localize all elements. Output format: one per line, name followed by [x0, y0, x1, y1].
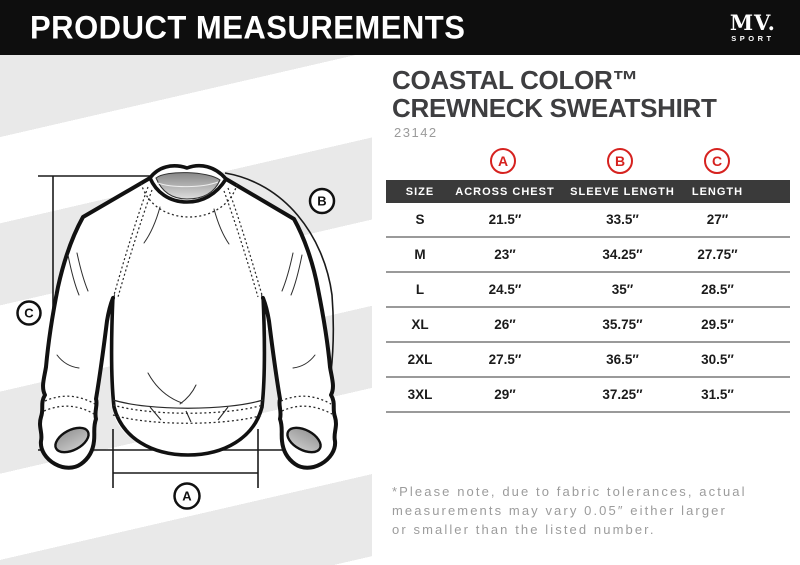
measurement-value-length: 27.75″	[689, 237, 790, 272]
diagram-marker-a	[175, 484, 200, 509]
measurement-value-sleeve-length: 35″	[556, 272, 689, 307]
product-title	[392, 66, 717, 122]
measurement-value-length: 28.5″	[689, 272, 790, 307]
column-header-length: LENGTH	[689, 180, 790, 203]
measurement-value-across-chest: 23″	[454, 237, 556, 272]
size-row-xl	[386, 307, 790, 342]
size-row-m	[386, 237, 790, 272]
mv-sport-logo	[730, 12, 776, 43]
column-header-size: SIZE	[386, 180, 454, 203]
content-panel	[372, 55, 800, 565]
size-table	[386, 180, 790, 413]
measurement-value-length: 29.5″	[689, 307, 790, 342]
diagram-marker-c	[18, 302, 41, 325]
tolerance-note-line: measurements may vary 0.05″ either larger	[392, 503, 727, 518]
svg-text:C: C	[24, 305, 34, 321]
column-header-across-chest: ACROSS CHEST	[454, 180, 556, 203]
column-marker-c: C	[704, 148, 730, 174]
size-table-header-row	[386, 180, 790, 203]
size-label: M	[386, 237, 454, 272]
measurement-value-across-chest: 29″	[454, 377, 556, 412]
measurement-value-across-chest: 27.5″	[454, 342, 556, 377]
measurement-value-sleeve-length: 33.5″	[556, 203, 689, 237]
logo-sport-text: SPORT	[731, 34, 775, 44]
measurement-value-across-chest: 21.5″	[454, 203, 556, 237]
product-sku: 23142	[394, 125, 438, 140]
sweatshirt-diagram	[0, 55, 372, 565]
product-title-line1: COASTAL COLOR™	[392, 65, 639, 95]
column-marker-b: B	[607, 148, 633, 174]
diagram-marker-b	[310, 189, 334, 213]
top-bar	[0, 0, 800, 55]
measurement-value-across-chest: 26″	[454, 307, 556, 342]
measurement-value-across-chest: 24.5″	[454, 272, 556, 307]
tolerance-note-line: *Please note, due to fabric tolerances, actual	[392, 484, 747, 499]
size-row-3xl	[386, 377, 790, 412]
svg-text:B: B	[317, 193, 327, 209]
size-row-l	[386, 272, 790, 307]
size-label: S	[386, 203, 454, 237]
size-label: XL	[386, 307, 454, 342]
measurement-value-sleeve-length: 34.25″	[556, 237, 689, 272]
product-title-line2: CREWNECK SWEATSHIRT	[392, 93, 717, 123]
page-title: PRODUCT MEASUREMENTS	[30, 8, 466, 46]
size-label: L	[386, 272, 454, 307]
measurement-value-length: 31.5″	[689, 377, 790, 412]
column-marker-a: A	[490, 148, 516, 174]
diagram-panel	[0, 55, 372, 565]
size-label: 3XL	[386, 377, 454, 412]
measurement-value-sleeve-length: 36.5″	[556, 342, 689, 377]
size-row-s	[386, 203, 790, 237]
measurement-value-sleeve-length: 35.75″	[556, 307, 689, 342]
measurement-value-length: 30.5″	[689, 342, 790, 377]
column-header-sleeve-length: SLEEVE LENGTH	[556, 180, 689, 203]
size-row-2xl	[386, 342, 790, 377]
measurement-value-length: 27″	[689, 203, 790, 237]
measurement-value-sleeve-length: 37.25″	[556, 377, 689, 412]
tolerance-note-line: or smaller than the listed number.	[392, 522, 656, 537]
svg-text:A: A	[182, 488, 192, 504]
logo-mv-text: MV.	[729, 10, 776, 36]
size-label: 2XL	[386, 342, 454, 377]
tolerance-note	[392, 482, 747, 539]
